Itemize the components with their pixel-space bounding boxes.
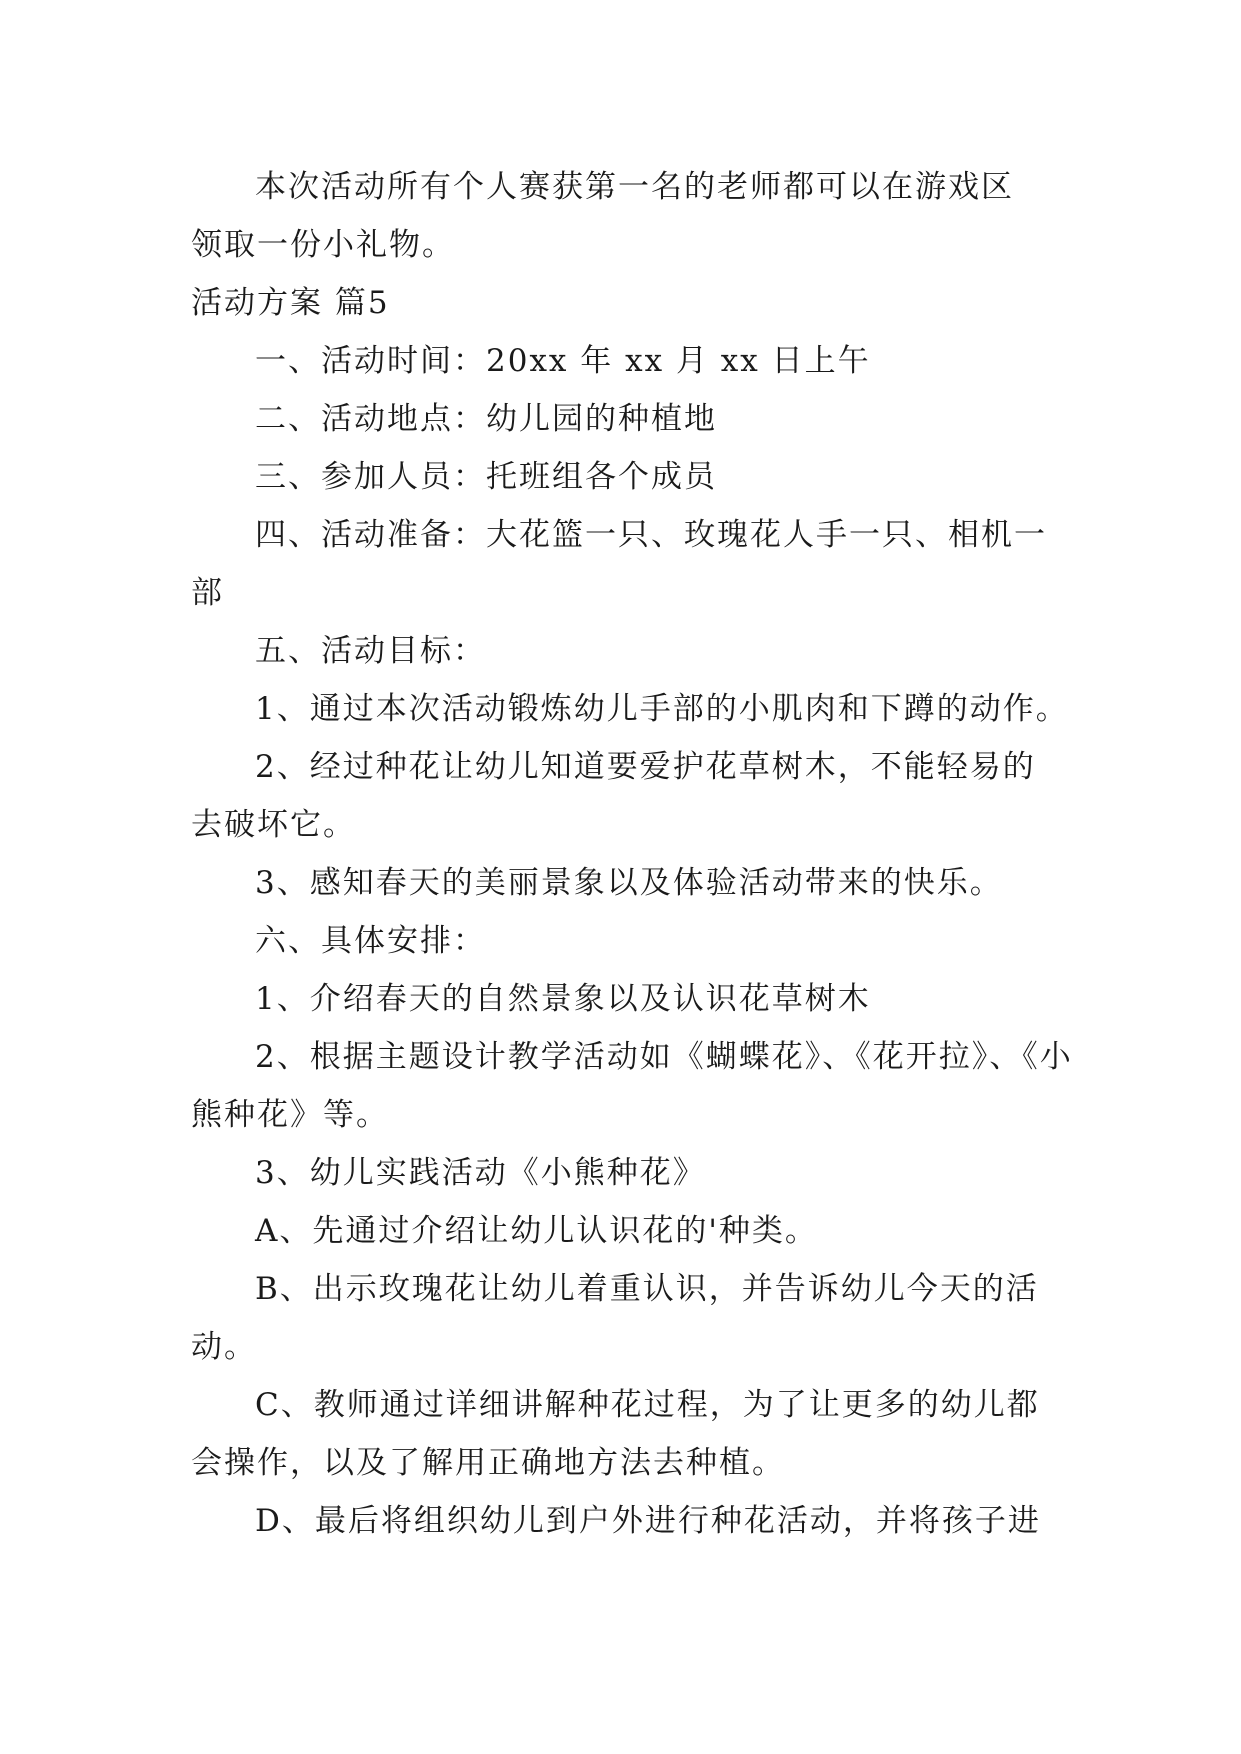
- goal-2-line-1: 2、经过种花让幼儿知道要爱护花草树木，不能轻易的: [255, 749, 1036, 785]
- goals-heading: 五、活动目标：: [255, 633, 486, 669]
- activity-time: 一、活动时间：20xx 年 xx 月 xx 日上午: [255, 343, 871, 379]
- step-b-line-2: 动。: [191, 1329, 257, 1365]
- preparation-line-1: 四、活动准备：大花篮一只、玫瑰花人手一只、相机一: [255, 517, 1047, 553]
- paragraph-prize-line-1: 本次活动所有个人赛获第一名的老师都可以在游戏区: [255, 169, 1014, 205]
- section-heading: 活动方案 篇5: [191, 285, 390, 321]
- step-d-line-1: D、最后将组织幼儿到户外进行种花活动，并将孩子进: [255, 1503, 1041, 1539]
- goal-2-line-2: 去破坏它。: [191, 807, 356, 843]
- step-b-line-1: B、出示玫瑰花让幼儿着重认识，并告诉幼儿今天的活: [255, 1271, 1039, 1307]
- preparation-line-2: 部: [191, 575, 224, 611]
- activity-location: 二、活动地点：幼儿园的种植地: [255, 401, 717, 437]
- goal-3: 3、感知春天的美丽景象以及体验活动带来的快乐。: [255, 865, 1003, 901]
- arrangement-1: 1、介绍春天的自然景象以及认识花草树木: [255, 981, 871, 1017]
- step-c-line-2: 会操作，以及了解用正确地方法去种植。: [191, 1445, 785, 1481]
- step-c-line-1: C、教师通过详细讲解种花过程，为了让更多的幼儿都: [255, 1387, 1040, 1423]
- arrangement-2-line-1: 2、根据主题设计教学活动如《蝴蝶花》、《花开拉》、《小: [255, 1039, 1073, 1075]
- document-body: [191, 158, 1073, 1550]
- goal-1: 1、通过本次活动锻炼幼儿手部的小肌肉和下蹲的动作。: [255, 691, 1069, 727]
- arrangement-2-line-2: 熊种花》等。: [191, 1097, 389, 1133]
- participants: 三、参加人员：托班组各个成员: [255, 459, 717, 495]
- arrangement-heading: 六、具体安排：: [255, 923, 486, 959]
- arrangement-3: 3、幼儿实践活动《小熊种花》: [255, 1155, 706, 1191]
- step-a: A、先通过介绍让幼儿认识花的'种类。: [255, 1213, 818, 1249]
- paragraph-prize-line-2: 领取一份小礼物。: [191, 227, 455, 263]
